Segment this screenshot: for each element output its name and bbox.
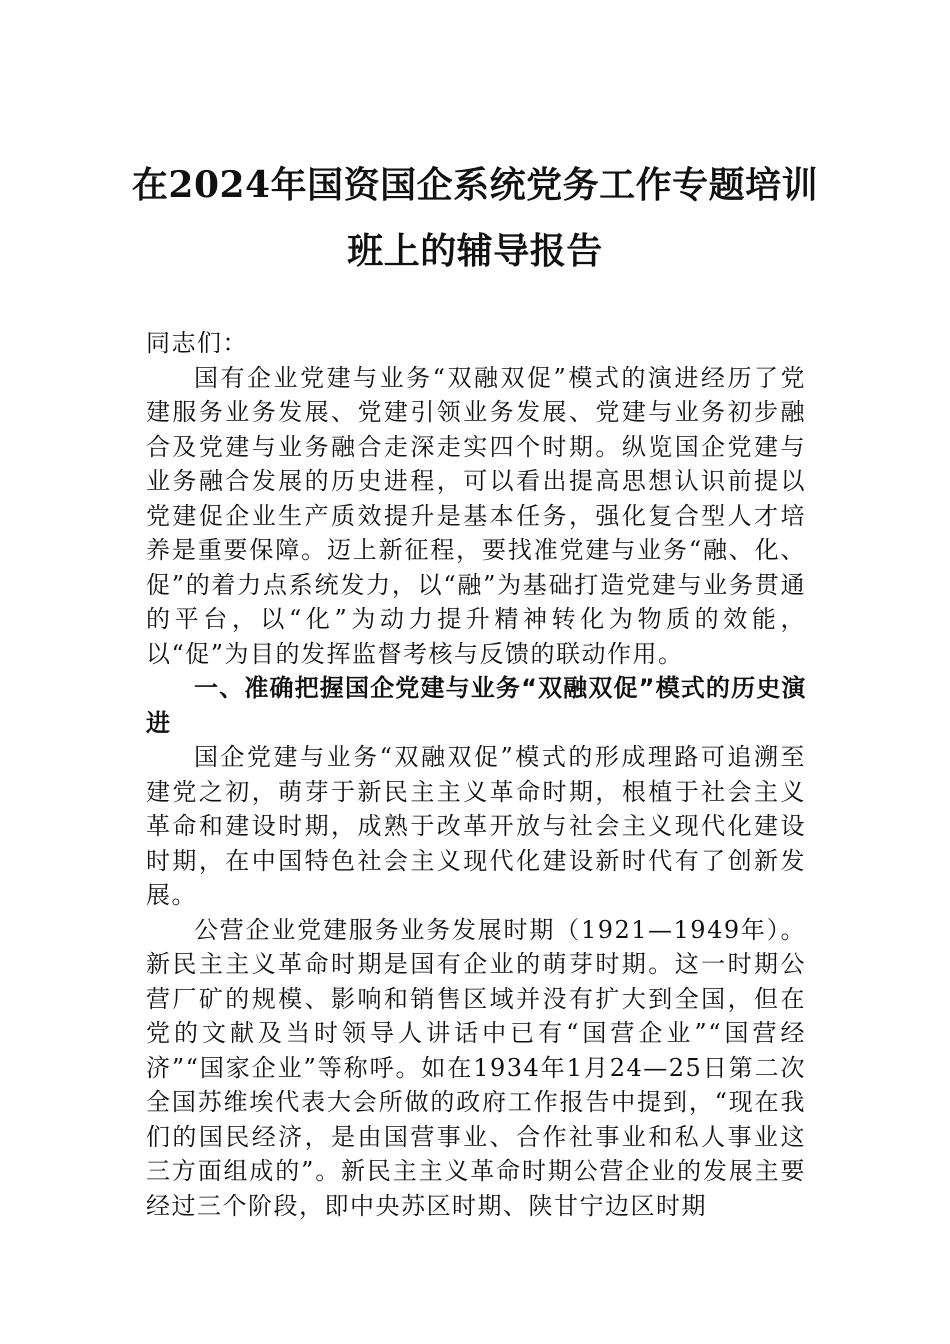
salutation: 同志们：	[146, 329, 248, 357]
paragraph-period-1: 公营企业党建服务业务发展时期（1921—1949年）。新民主主义革命时期是国有企业的萌芽时期。这一时期公营厂矿的规模、影响和销售区域并没有扩大到全国，但在党的文献及当时领导人讲话中已有“国营企业”“国营经济”“国家企业”等称呼。如在1934年1月24—25日第二次全国苏维埃代表大会所做的政府工作报告中提到，“现在我们的国民经济，是由国营事业、合作社事业和私人事业这三方面组成的”。新民主主义革命时期公营企业的发展主要经过三个阶段，即中央苏区时期、陕甘宁边区时期	[146, 915, 806, 1220]
document-title-line-1: 在2024年国资国企系统党务工作专题培训	[131, 164, 819, 206]
paragraph-intro: 国有企业党建与业务“双融双促”模式的演进经历了党建服务业务发展、党建引领业务发展、党建与业务初步融合及党建与业务融合走深走实四个时期。纵览国企党建与业务融合发展的历史进程，可以看出提高思想认识前提以党建促企业生产质效提升是基本任务，强化复合型人才培养是重要保障。迈上新征程，要找准党建与业务“融、化、促”的着力点系统发力，以“融”为基础打造党建与业务贯通的平台，以“化”为动力提升精神转化为物质的效能，以“促”为目的发挥监督考核与反馈的联动作用。	[146, 363, 806, 668]
paragraph-evolution: 国企党建与业务“双融双促”模式的形成理路可追溯至建党之初，萌芽于新民主主义革命时期，根植于社会主义革命和建设时期，成熟于改革开放与社会主义现代化建设时期，在中国特色社会主义现代化建设新时代有了创新发展。	[146, 743, 806, 909]
document-title-line-2: 班上的辅导报告	[347, 230, 603, 272]
section-heading-1: 一、准确把握国企党建与业务“双融双促”模式的历史演进	[146, 674, 806, 737]
document-body	[146, 326, 806, 1223]
